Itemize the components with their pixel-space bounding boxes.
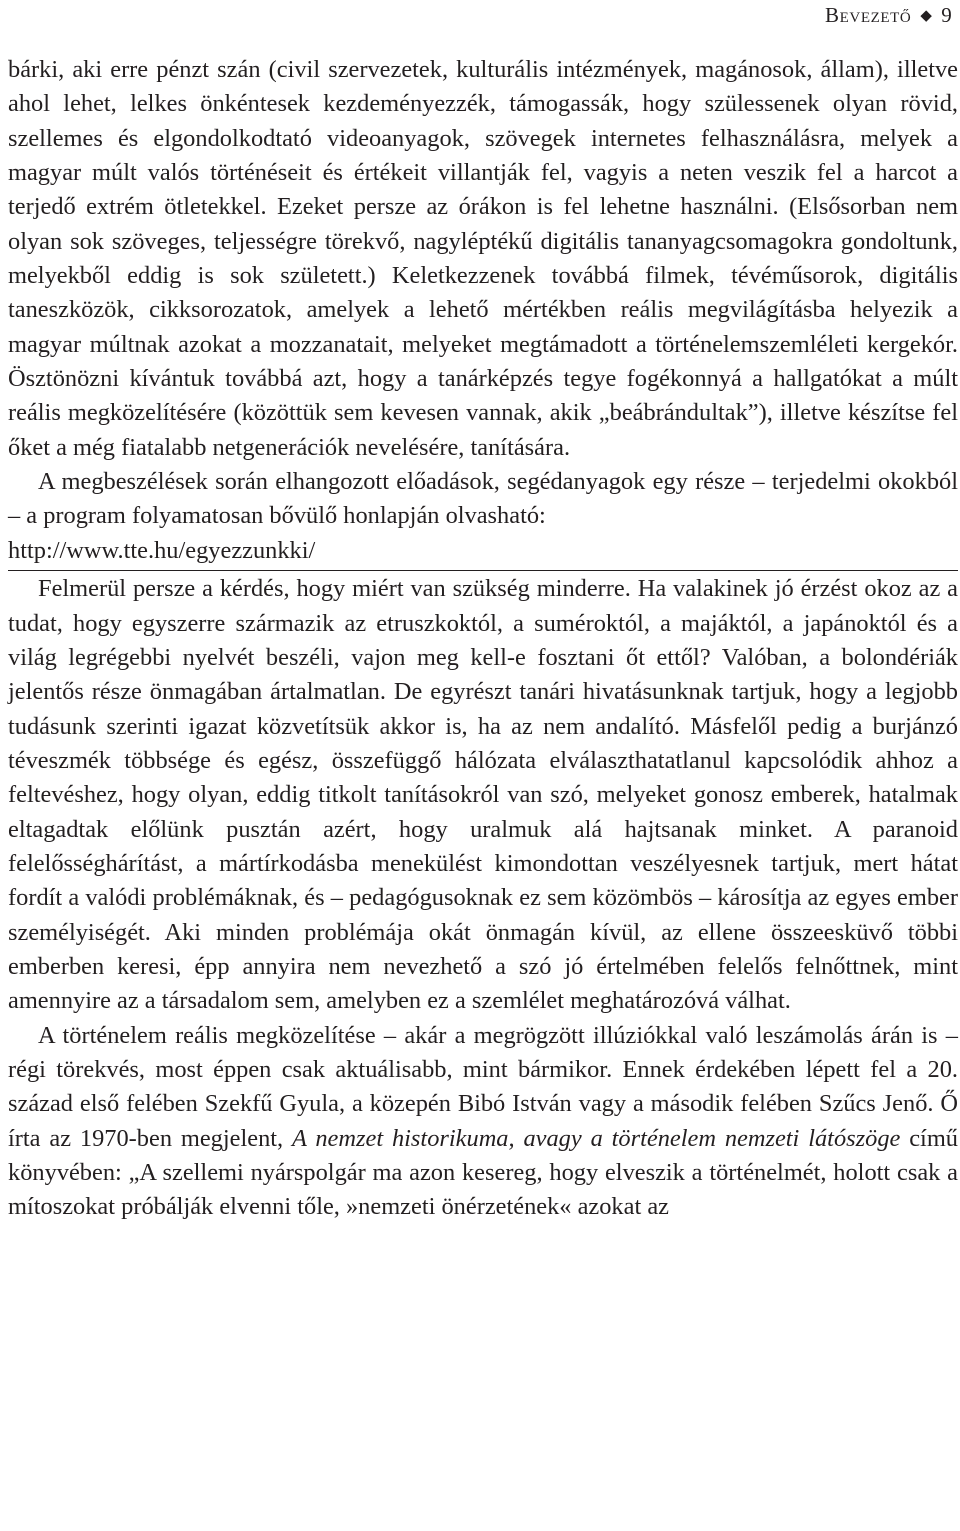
paragraph-realistic-history (8, 1019, 958, 1225)
section-title: Bevezető (825, 3, 912, 27)
body-text (8, 53, 958, 1225)
paragraph-continued: bárki, aki erre pénzt szán (civil szervezetek, kulturális intézmények, magánosok, állam), illetve ahol lehet, lelkes önkéntesek kezdeményezzék, támogassák, hogy szülessenek olyan rövid, szellemes és elgondolkodtató videoanyagok, szövegek internetes felhasználásra, melyek a magyar múlt valós történéseit és értékeit villantják fel, vagyis a neten veszik fel a harcot a terjedő extrém ötletekkel. Ezeket persze az órákon is fel lehetne használni. (Elsősorban nem olyan sok szöveges, teljességre törekvő, nagyléptékű digitális tananyagcsomagokra gondoltunk, melyekből eddig is sok született.) Keletkezzenek továbbá filmek, tévéműsorok, digitális taneszközök, cikksorozatok, amelyek a lehető mértékben reális megvilágításba helyezik a magyar múltnak azokat a mozzanatait, melyeket megtámadott a történelemszemléleti kergekór. Ösztönözni kívántuk továbbá azt, hogy a tanárképzés tegye fogékonnyá a hallgatókat a múlt reális megközelítésére (közöttük sem kevesen vannak, akik „beábrándultak”), illetve készítse fel őket a még fiatalabb netgenerációk nevelésére, tanítására. (8, 56, 958, 461)
paragraph-lectures: A megbeszélések során elhangozott előadások, segédanyagok egy része – terjedelmi okokból – a program folyamatosan bővülő honlapján olvasható: (8, 468, 958, 530)
website-link[interactable]: http://www.tte.hu/egyezzunkki/ (8, 534, 958, 571)
diamond-icon: ◆ (920, 8, 933, 24)
page-number: 9 (941, 3, 952, 27)
book-title: A nemzet historikuma, avagy a történelem nemzeti látószöge (292, 1124, 901, 1152)
running-header (825, 2, 952, 29)
paragraph-text-before: A történelem reális megközelítése – akár a megrögzött illúziókkal való leszámolás árán is – régi törekvés, most éppen csak aktuálisabb, mint bármikor. Ennek érdekében lépett fel a 20. század első felében Szekfű Gyula, a közepén Bibó István vagy a második felében Szűcs Jenő. Ő írta az 1970-ben megjelent, (8, 1021, 958, 1152)
paragraph-why-needed: Felmerül persze a kérdés, hogy miért van szükség minderre. Ha valakinek jó érzést okoz az a tudat, hogy egyszerre származik az etruszkoktól, a suméroktól, a majáktól, a japánoktól és a világ legrégebbi nyelvét beszéli, vajon meg kell-e fosztani őt ettől? Valóban, a bolondériák jelentős része önmagában ártalmatlan. De egyrészt tanári hivatásunknak tartjuk, hogy a legjobb tudásunk szerinti igazat közvetítsük akkor is, ha az nem andalító. Másfelől pedig a burjánzó téveszmék többsége és egész, összefüggő hálózata elválaszthatatlanul kapcsolódik ahhoz a feltevéshez, hogy olyan, eddig titkolt tanításokról van szó, melyeket gonosz emberek, hatalmak eltagadtak előlünk pusztán azért, hogy uralmuk alá hajtsanak minket. A paranoid felelősséghárítást, a mártírkodásba menekülést kimondottan veszélyesnek tartjuk, mert hátat fordít a valódi problémáknak, és – pedagógusoknak ez sem közömbös – károsítja az egyes ember személyiségét. Aki minden problémája okát önmagán kívül, az ellene összeesküvő többi emberben keresi, épp annyira nem nevezhető a szó jó értelmében felelős felnőttnek, mint amennyire az a társadalom sem, amelyben ez a szemlélet meghatározóvá válhat. (8, 575, 958, 1015)
paragraph-text-after: című könyvében: „A szellemi nyárspolgár ma azon kesereg, hogy elveszik a történelmét, holott csak a mítoszokat próbálják elvenni tőle, »nemzeti önérzetének« azokat az (8, 1124, 958, 1221)
